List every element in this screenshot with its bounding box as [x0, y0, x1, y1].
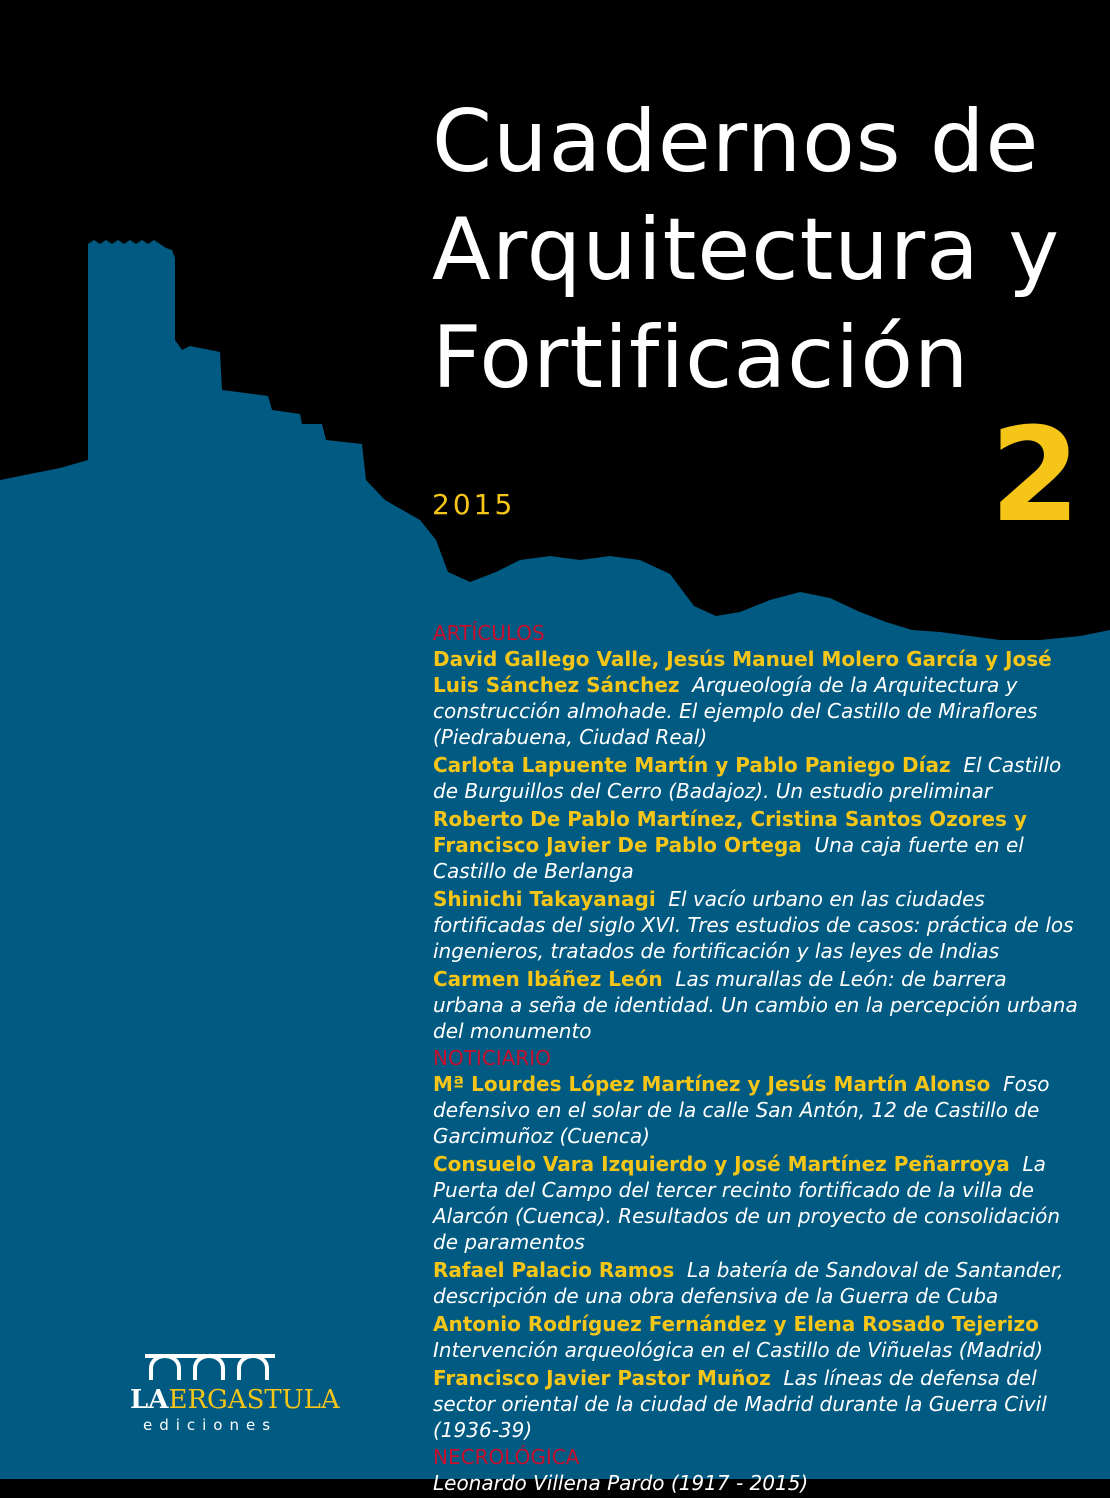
table-of-contents: [433, 621, 1083, 1498]
publisher-name: [130, 1384, 340, 1416]
publisher-subtitle: ediciones: [142, 1416, 278, 1434]
toc-entry: [433, 1257, 1083, 1309]
title-line-1: Cuadernos de: [432, 92, 1040, 192]
section-heading-articulos: ARTÍCULOS: [433, 621, 545, 645]
entry-authors: Francisco Javier Pastor Muñoz: [433, 1366, 771, 1390]
publication-year: 2015: [432, 488, 516, 521]
toc-entry: [433, 1311, 1083, 1363]
publisher-name-ergastula: ERGASTULA: [168, 1385, 340, 1415]
journal-title: [432, 88, 1060, 412]
section-heading-necrologica: NECROLÓGICA: [433, 1445, 580, 1469]
toc-entry: [433, 1151, 1083, 1255]
entry-authors: Rafael Palacio Ramos: [433, 1258, 675, 1282]
entry-authors: Roberto De Pablo Martínez, Cristina Santos Ozores y Francisco Javier De Pablo Ortega: [433, 807, 1027, 857]
toc-entry: [433, 646, 1083, 750]
publisher-logo: [130, 1352, 340, 1434]
toc-entry: [433, 886, 1083, 964]
toc-entry: [433, 1470, 1083, 1496]
entry-authors: Mª Lourdes López Martínez y Jesús Martín Alonso: [433, 1072, 991, 1096]
issue-number: 2: [990, 399, 1081, 551]
arches-logo-icon: [145, 1352, 275, 1382]
entry-authors: Antonio Rodríguez Fernández y Elena Rosado Tejerizo: [433, 1312, 1039, 1336]
toc-entry: [433, 1071, 1083, 1149]
toc-entry: [433, 966, 1083, 1044]
entry-authors: Consuelo Vara Izquierdo y José Martínez Peñarroya: [433, 1152, 1010, 1176]
entry-title: La Puerta del Campo del tercer recinto fortificado de la villa de Alarcón (Cuenca). Resultados de un proyecto de consolidación de paramentos: [433, 1152, 1061, 1254]
title-line-2: Arquitectura y: [432, 200, 1061, 300]
entry-title: Foso defensivo en el solar de la calle San Antón, 12 de Castillo de Garcimuñoz (Cuenca): [433, 1072, 1050, 1148]
necrologica-entry: Leonardo Villena Pardo (1917 - 2015): [433, 1471, 809, 1495]
toc-entry: [433, 806, 1083, 884]
entry-title: El vacío urbano en las ciudades fortificadas del siglo XVI. Tres estudios de casos: práctica de los ingenieros, tratados de fortificación y las leyes de Indias: [433, 887, 1074, 963]
entry-title: Las murallas de León: de barrera urbana a seña de identidad. Un cambio en la percepción urbana del monumento: [433, 967, 1078, 1043]
entry-authors: Carlota Lapuente Martín y Pablo Paniego Díaz: [433, 753, 951, 777]
toc-entry: [433, 1365, 1083, 1443]
entry-title: Una caja fuerte en el Castillo de Berlanga: [433, 833, 1024, 883]
publisher-name-la: LA: [130, 1385, 169, 1415]
entry-authors: Shinichi Takayanagi: [433, 887, 656, 911]
entry-title: El Castillo de Burguillos del Cerro (Badajoz). Un estudio preliminar: [433, 753, 1062, 803]
entry-authors: David Gallego Valle, Jesús Manuel Molero García y José Luis Sánchez Sánchez: [433, 647, 1052, 697]
entry-title: Las líneas de defensa del sector oriental de la ciudad de Madrid durante la Guerra Civil (1936-39): [433, 1366, 1047, 1442]
entry-title: Intervención arqueológica en el Castillo de Viñuelas (Madrid): [433, 1338, 1044, 1362]
toc-entry: [433, 752, 1083, 804]
entry-title: Arqueología de la Arquitectura y construcción almohade. El ejemplo del Castillo de Miraflores (Piedrabuena, Ciudad Real): [433, 673, 1038, 749]
entry-title: La batería de Sandoval de Santander, descripción de una obra defensiva de la Guerra de Cuba: [433, 1258, 1064, 1308]
title-line-3: Fortificación: [432, 308, 970, 408]
entry-authors: Carmen Ibáñez León: [433, 967, 663, 991]
section-heading-noticiario: NOTICIARIO: [433, 1046, 551, 1070]
